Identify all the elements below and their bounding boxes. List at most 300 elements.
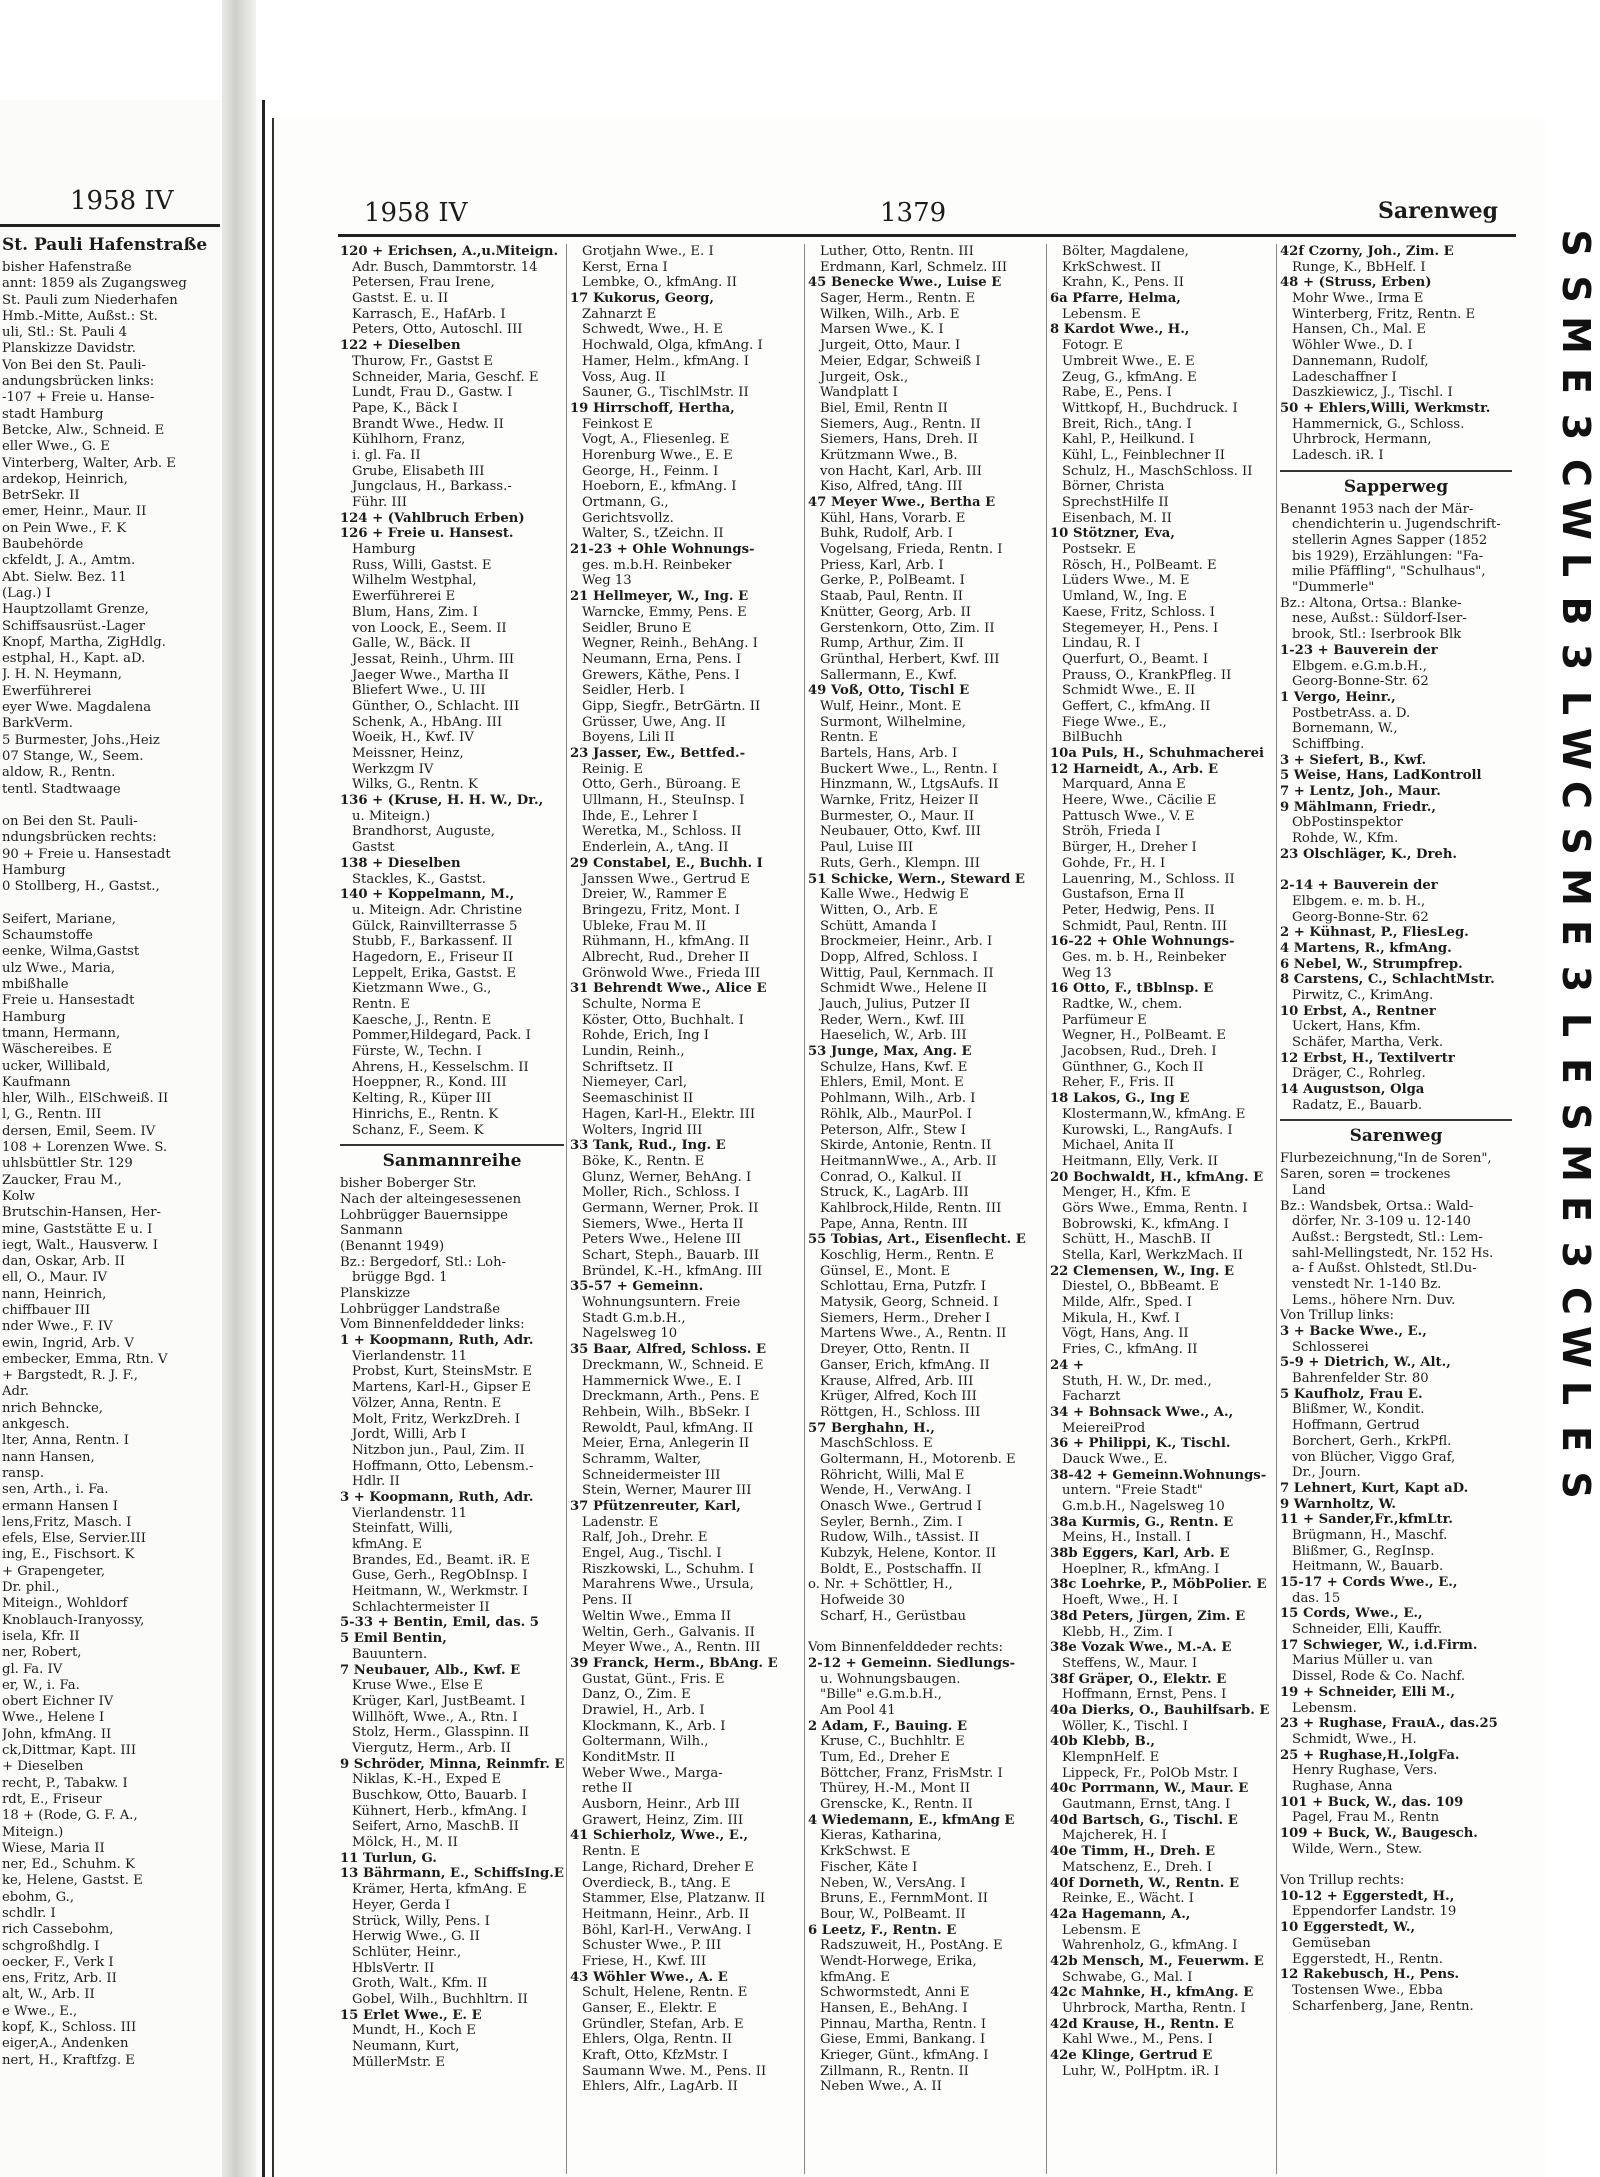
- entry-line: Rohde, W., Kfm.: [1292, 831, 1399, 847]
- entry-line: 21 Hellmeyer, W., Ing. E: [570, 589, 749, 605]
- entry-line: Kurowski, L., RangAufs. I: [1062, 1122, 1233, 1138]
- left-street-title: St. Pauli Hafenstraße: [2, 235, 208, 255]
- entry-line: Planskizze: [340, 1286, 411, 1301]
- entry-line: J. H. N. Heymann,: [2, 667, 122, 683]
- entry-line: Fotogr. E: [1062, 338, 1123, 354]
- entry-line: Georg-Bonne-Str. 62: [1292, 909, 1429, 925]
- entry-line: Schmidt Wwe., E. II: [1062, 683, 1196, 699]
- entry-line: Peters Wwe., Helene III: [582, 1232, 742, 1248]
- entry-line: ner, Robert,: [2, 1645, 82, 1661]
- entry-line: Völzer, Anna, Rentn. E: [352, 1395, 502, 1411]
- entry-line: Horenburg Wwe., E. E: [582, 447, 733, 463]
- entry-line: efels, Else, Servier.III: [2, 1531, 146, 1547]
- entry-line: brook, Stl.: Iserbrook Blk: [1292, 627, 1462, 643]
- entry-line: Seidler, Herb. I: [582, 683, 685, 699]
- entry-line: Wäschereibes. E: [2, 1042, 113, 1058]
- entry-line: 13 Bährmann, E., SchiffsIng.E: [340, 1866, 564, 1882]
- entry-line: Wahrenholz, G., kfmAng. I: [1062, 1938, 1238, 1954]
- entry-line: Vierlandenstr. 11: [352, 1348, 468, 1364]
- entry-line: mbißhalle: [2, 977, 69, 993]
- entry-line: Kühlhorn, Franz,: [352, 432, 466, 448]
- entry-line: eiger,A., Andenken: [2, 2036, 129, 2052]
- entry-line: Postsekr. E: [1062, 542, 1136, 558]
- entry-line: Reder, Wern., Kwf. III: [820, 1012, 965, 1028]
- entry-line: Schanz, F., Seem. K: [352, 1122, 484, 1138]
- entry-line: Adr.: [2, 1384, 30, 1400]
- entry-line: Miteign.): [2, 1824, 64, 1840]
- entry-line: Eppendorfer Landstr. 19: [1292, 1904, 1457, 1920]
- entry-line: Dräger, C., Rohrleg.: [1292, 1066, 1426, 1082]
- entry-line: Goltermann, H., Motorenb. E: [820, 1451, 1016, 1467]
- entry-line: oecker, F., Verk I: [2, 1954, 114, 1970]
- entry-line: Neubauer, Otto, Kwf. III: [820, 824, 981, 840]
- entry-line: Vogelsang, Frieda, Rentn. I: [820, 542, 1003, 558]
- entry-line: Peterson, Alfr., Stew I: [820, 1122, 966, 1138]
- entry-line: Reinke, E., Wächt. I: [1062, 1891, 1194, 1907]
- entry-line: Elbgem. e. m. b. H.,: [1292, 893, 1426, 909]
- entry-line: bis 1929), Erzählungen: "Fa-: [1292, 548, 1484, 564]
- entry-line: Conrad, O., Kalkul. II: [820, 1169, 962, 1185]
- entry-line: Tostensen Wwe., Ebba: [1292, 1982, 1443, 1998]
- entry-line: Weretka, M., Schloss. II: [582, 824, 742, 840]
- entry-line: 16-22 + Ohle Wohnungs-: [1050, 934, 1235, 950]
- entry-line: Freie u. Hansestadt: [2, 993, 135, 1009]
- entry-line: Hoeppner, R., Kond. III: [352, 1075, 507, 1091]
- entry-line: Schulz, H., MaschSchloss. II: [1062, 463, 1253, 479]
- entry-line: Niklas, K.-H., Exped E: [352, 1772, 502, 1788]
- entry-line: Hoffmann, Otto, Lebensm.-: [352, 1458, 534, 1474]
- entry-line: 0 Stollberg, H., Gastst.,: [2, 879, 160, 895]
- entry-line: Stackles, K., Gastst.: [352, 871, 486, 887]
- entry-line: + Dieselben: [2, 1759, 84, 1775]
- edge-glyph: S: [1554, 275, 1598, 303]
- entry-line: Ehlers, Emil, Mont. E: [820, 1075, 964, 1091]
- entry-line: Wendt-Horwege, Erika,: [820, 1953, 977, 1969]
- entry-line: Pattusch Wwe., V. E: [1062, 808, 1195, 824]
- entry-line: Gerichtsvollz.: [582, 510, 674, 526]
- entry-line: Stegemeyer, H., Pens. I: [1062, 620, 1219, 636]
- entry-line: Karrasch, E., HafArb. I: [352, 306, 506, 322]
- entry-line: sahl-Mellingstedt, Nr. 152 Hs.: [1292, 1245, 1494, 1261]
- edge-glyph: C: [1554, 781, 1598, 809]
- entry-line: + Grapengeter,: [2, 1563, 106, 1579]
- entry-line: Görs Wwe., Emma, Rentn. I: [1062, 1200, 1248, 1216]
- entry-line: Albrecht, Rud., Dreher II: [582, 949, 750, 965]
- entry-line: Werkzgm IV: [352, 761, 434, 777]
- entry-line: Michael, Anita II: [1062, 1138, 1174, 1154]
- entry-line: Bartels, Hans, Arb. I: [820, 746, 958, 761]
- entry-line: Hamer, Helm., kfmAng. I: [582, 353, 749, 369]
- entry-line: Kaesche, J., Rentn. E: [352, 1012, 492, 1028]
- entry-line: KrkSchwst. E: [820, 1844, 911, 1860]
- entry-line: Lundt, Frau D., Gastw. I: [352, 385, 513, 401]
- entry-line: Stuth, H. W., Dr. med.,: [1062, 1373, 1212, 1389]
- entry-line: "Bille" e.G.m.b.H.,: [820, 1687, 942, 1703]
- entry-line: Hoeft, Wwe., H. I: [1062, 1593, 1179, 1609]
- entry-line: Siemers, Herm., Dreher I: [820, 1310, 991, 1326]
- entry-line: Schaumstoffe: [2, 928, 93, 944]
- entry-line: Kietzmann Wwe., G.,: [352, 981, 492, 997]
- entry-line: 23 Jasser, Ew., Bettfed.-: [570, 746, 746, 761]
- entry-line: 35-57 + Gemeinn.: [570, 1279, 704, 1295]
- entry-line: nann, Heinrich,: [2, 1286, 107, 1302]
- entry-line: 24 +: [1050, 1357, 1084, 1373]
- entry-line: [2, 896, 218, 912]
- entry-line: chiffbauer III: [2, 1303, 91, 1318]
- entry-line: Jordt, Willi, Arb I: [352, 1427, 466, 1443]
- entry-line: untern. "Freie Stadt": [1062, 1483, 1203, 1499]
- entry-line: 7 Neubauer, Alb., Kwf. E: [340, 1662, 521, 1678]
- entry-line: Krüger, Alfred, Koch III: [820, 1389, 977, 1405]
- entry-line: nann Hansen,: [2, 1449, 95, 1465]
- entry-line: Uckert, Hans, Kfm.: [1292, 1019, 1421, 1035]
- entry-line: ndungsbrücken rechts:: [2, 830, 157, 846]
- entry-line: u. Wohnungsbaugen.: [820, 1671, 961, 1687]
- entry-line: Engel, Aug., Tischl. I: [582, 1546, 722, 1562]
- entry-line: Dreckmann, Arth., Pens. E: [582, 1389, 760, 1405]
- entry-line: Knoblauch-Iranyossy,: [2, 1612, 145, 1628]
- entry-line: Köster, Otto, Buchhalt. I: [582, 1012, 744, 1028]
- entry-line: 9 Mählmann, Friedr.,: [1280, 799, 1436, 815]
- entry-line: Koschlig, Herm., Rentn. E: [820, 1248, 995, 1263]
- entry-line: 38a Kurmis, G., Rentn. E: [1050, 1514, 1234, 1530]
- street-heading: Sarenweg: [1280, 1119, 1512, 1151]
- entry-line: 42a Hagemann, A.,: [1050, 1906, 1191, 1922]
- entry-line: PostbetrAss. a. D.: [1292, 705, 1411, 721]
- entry-line: Land: [1292, 1182, 1326, 1198]
- entry-line: G.m.b.H., Nagelsweg 10: [1062, 1499, 1225, 1514]
- entry-line: Vogt, A., Fliesenleg. E: [582, 432, 730, 448]
- entry-line: Schart, Steph., Bauarb. III: [582, 1248, 760, 1263]
- entry-line: Bornemann, W.,: [1292, 721, 1398, 737]
- edge-glyph: 3: [1554, 413, 1598, 441]
- entry-line: Jessat, Reinh., Uhrm. III: [352, 651, 515, 667]
- entry-line: 7 + Lentz, Joh., Maur.: [1280, 784, 1441, 799]
- entry-line: mine, Gaststätte E u. I: [2, 1221, 153, 1237]
- entry-line: sen, Arth., i. Fa.: [2, 1482, 109, 1498]
- entry-line: Priess, Karl, Arb. I: [820, 557, 944, 573]
- entry-line: Haeselich, W., Arb. III: [820, 1028, 967, 1044]
- entry-line: Brandes, Ed., Beamt. iR. E: [352, 1552, 531, 1568]
- entry-line: 122 + Dieselben: [340, 338, 461, 354]
- entry-line: Daszkiewicz, J., Tischl. I: [1292, 385, 1453, 401]
- entry-line: Von Bei den St. Pauli-: [2, 357, 147, 373]
- entry-line: Heyer, Gerda I: [352, 1897, 451, 1913]
- entry-line: Ausborn, Heinr., Arb III: [582, 1797, 740, 1813]
- entry-line: Bauuntern.: [352, 1646, 428, 1662]
- entry-line: 35 Baar, Alfred, Schloss. E: [570, 1342, 767, 1358]
- entry-line: Ahrens, H., Kesselschm. II: [352, 1059, 529, 1075]
- book-gutter: [222, 0, 256, 2177]
- entry-line: 11 + Sander,Fr.,kfmLtr.: [1280, 1512, 1453, 1528]
- entry-line: a- f Außst. Ohlstedt, Stl.Du-: [1292, 1261, 1477, 1277]
- entry-line: Brandhorst, Auguste,: [352, 824, 495, 840]
- entry-line: Schenk, A., HbAng. III: [352, 714, 503, 730]
- entry-line: Eisenbach, M. II: [1062, 510, 1172, 526]
- entry-line: 5 Weise, Hans, LadKontroll: [1280, 768, 1482, 784]
- entry-line: Lebensm. E: [1062, 306, 1141, 322]
- entry-line: Lindau, R. I: [1062, 636, 1141, 652]
- entry-line: Wöller, K., Tischl. I: [1062, 1718, 1188, 1734]
- entry-line: -107 + Freie u. Hanse-: [2, 390, 155, 406]
- entry-line: Lems., höhere Nrn. Duv.: [1292, 1292, 1456, 1308]
- entry-line: 33 Tank, Rud., Ing. E: [570, 1138, 726, 1154]
- entry-line: Hagedorn, E., Friseur II: [352, 949, 514, 965]
- entry-line: Drawiel, H., Arb. I: [582, 1702, 705, 1718]
- entry-line: 38d Peters, Jürgen, Zim. E: [1050, 1608, 1246, 1624]
- entry-line: Georg-Bonne-Str. 62: [1292, 674, 1429, 690]
- entry-line: 5-33 + Bentin, Emil, das. 5: [340, 1615, 539, 1631]
- entry-line: 49 Voß, Otto, Tischl E: [808, 683, 970, 699]
- entry-line: Fürste, W., Techn. I: [352, 1044, 482, 1060]
- entry-line: 19 Hirrschoff, Hertha,: [570, 400, 735, 416]
- edge-glyph: W: [1554, 1326, 1598, 1368]
- entry-line: 10 Stötzner, Eva,: [1050, 526, 1175, 542]
- entry-line: Zahnarzt E: [582, 306, 657, 322]
- entry-line: Luhr, W., PolHptm. iR. I: [1062, 2063, 1220, 2079]
- main-header-right: Sarenweg: [1378, 198, 1499, 224]
- entry-line: Ihde, E., Lehrer I: [582, 808, 698, 824]
- entry-line: 40b Klebb, B.,: [1050, 1734, 1155, 1750]
- entry-line: Steffens, W., Maur. I: [1062, 1655, 1198, 1671]
- entry-line: dersen, Emil, Seem. IV: [2, 1123, 156, 1139]
- entry-line: Bründel, K.-H., kfmAng. III: [582, 1263, 763, 1279]
- entry-line: 31 Behrendt Wwe., Alice E: [570, 981, 767, 997]
- entry-line: Dr. phil.,: [2, 1580, 60, 1596]
- edge-glyph: W: [1554, 498, 1598, 540]
- entry-line: Peters, Otto, Autoschl. III: [352, 322, 523, 338]
- entry-line: Heitmann, W., Werkmstr. I: [352, 1584, 528, 1600]
- entry-line: + Bargstedt, R. J. F.,: [2, 1368, 138, 1384]
- entry-line: Wiese, Maria II: [2, 1840, 105, 1856]
- entry-line: Schuster Wwe., P. III: [582, 1938, 722, 1954]
- entry-line: Röhlk, Alb., MaurPol. I: [820, 1106, 972, 1122]
- entry-line: on Pein Wwe., F. K: [2, 520, 127, 536]
- entry-line: 126 + Freie u. Hansest.: [340, 526, 514, 542]
- entry-line: Surmont, Wilhelmine,: [820, 714, 966, 730]
- entry-line: Adr. Busch, Dammtorstr. 14: [352, 259, 538, 275]
- entry-line: isela, Kfr. II: [2, 1628, 80, 1644]
- listing-column-2: [570, 244, 802, 2095]
- entry-line: 20 Bochwaldt, H., kfmAng. E: [1050, 1169, 1264, 1185]
- entry-line: Seifert, Mariane,: [2, 911, 116, 927]
- entry-line: Dopp, Alfred, Schloss. I: [820, 949, 978, 965]
- entry-line: Meissner, Heinz,: [352, 746, 464, 761]
- entry-line: er, W., i. Fa.: [2, 1677, 80, 1693]
- entry-line: Mohr Wwe., Irma E: [1292, 291, 1424, 307]
- entry-line: Henry Rughase, Vers.: [1292, 1763, 1438, 1779]
- entry-line: Ehlers, Olga, Rentn. II: [582, 2032, 733, 2048]
- entry-line: dan, Oskar, Arb. II: [2, 1254, 125, 1270]
- edge-glyph: 3: [1554, 1241, 1598, 1269]
- entry-line: 40d Bartsch, G., Tischl. E: [1050, 1812, 1238, 1828]
- entry-line: eyer Wwe. Magdalena: [2, 700, 152, 716]
- entry-line: ens, Fritz, Arb. II: [2, 1971, 117, 1987]
- entry-line: Kühl, L., Feinblechner II: [1062, 447, 1225, 463]
- entry-line: Stolz, Herm., Glasspinn. II: [352, 1725, 530, 1741]
- adjacent-page-edge: [1552, 220, 1600, 1820]
- entry-line: Dreier, W., Rammer E: [582, 887, 727, 903]
- entry-line: Warnke, Fritz, Heizer II: [820, 793, 979, 809]
- entry-line: 10-12 + Eggerstedt, H.,: [1280, 1888, 1455, 1904]
- entry-line: 101 + Buck, W., das. 109: [1280, 1794, 1464, 1810]
- entry-line: 40a Dierks, O., Bauhilfsarb. E: [1050, 1702, 1270, 1718]
- entry-line: Hmb.-Mitte, Außst.: St.: [2, 308, 158, 324]
- entry-line: 1-23 + Bauverein der: [1280, 642, 1438, 658]
- entry-line: Krämer, Herta, kfmAng. E: [352, 1882, 527, 1898]
- entry-line: Rudow, Wilh., tAssist. II: [820, 1530, 980, 1546]
- entry-line: Klebb, H., Zim. I: [1062, 1624, 1173, 1640]
- entry-line: Kolw: [2, 1188, 35, 1204]
- entry-line: 53 Junge, Max, Ang. E: [808, 1044, 972, 1060]
- entry-line: Hochwald, Olga, kfmAng. I: [582, 338, 763, 354]
- edge-glyph: L: [1554, 690, 1598, 716]
- entry-line: Rühmann, H., kfmAng. II: [582, 934, 750, 950]
- column-divider: [1046, 244, 1047, 2174]
- entry-line: Bölter, Magdalene,: [1062, 244, 1189, 259]
- entry-line: Martens Wwe., A., Rentn. II: [820, 1326, 1007, 1342]
- entry-line: l, G., Rentn. III: [2, 1107, 102, 1123]
- entry-line: 10 Eggerstedt, W.,: [1280, 1920, 1416, 1936]
- column-divider: [1276, 244, 1277, 2174]
- entry-line: Moller, Rich., Schloss. I: [582, 1185, 740, 1201]
- entry-line: 50 + Ehlers,Willi, Werkmstr.: [1280, 400, 1491, 416]
- entry-line: Radszuweit, H., PostAng. E: [820, 1938, 1003, 1954]
- entry-line: Gipp, Siegfr., BetrGärtn. II: [582, 698, 761, 714]
- entry-line: 42e Klinge, Gertrud E: [1050, 2048, 1213, 2064]
- entry-line: 45 Benecke Wwe., Luise E: [808, 275, 1002, 291]
- entry-line: Schlottau, Erna, Putzfr. I: [820, 1279, 987, 1295]
- entry-line: Parfümeur E: [1062, 1012, 1147, 1028]
- entry-line: Betcke, Alw., Schneid. E: [2, 422, 165, 438]
- entry-line: Schriftsetz. II: [582, 1059, 674, 1075]
- entry-line: Zeug, G., kfmAng. E: [1062, 369, 1197, 385]
- entry-line: Neben Wwe., A. II: [820, 2079, 942, 2095]
- entry-line: Wilde, Wern., Stew.: [1292, 1841, 1423, 1857]
- entry-line: Saumann Wwe. M., Pens. II: [582, 2063, 767, 2079]
- entry-line: Mikula, H., Kwf. I: [1062, 1310, 1180, 1326]
- entry-line: bisher Hafenstraße: [2, 260, 132, 275]
- entry-line: Grünthal, Herbert, Kwf. III: [820, 651, 1000, 667]
- entry-line: Fiege Wwe., E.,: [1062, 714, 1167, 730]
- entry-line: 18 Lakos, G., Ing E: [1050, 1091, 1190, 1107]
- entry-line: 90 + Freie u. Hansestadt: [2, 846, 171, 862]
- entry-line: Außst.: Bergstedt, Stl.: Lem-: [1292, 1229, 1483, 1245]
- entry-line: Wittig, Paul, Kernmach. II: [820, 965, 994, 981]
- entry-line: 15 Cords, Wwe., E.,: [1280, 1606, 1423, 1622]
- entry-line: 23 + Rughase, FrauA., das.25: [1280, 1716, 1498, 1732]
- entry-line: KrkSchwest. II: [1062, 259, 1162, 275]
- entry-line: tentl. Stadtwaage: [2, 781, 121, 797]
- entry-line: Heitmann, Elly, Verk. II: [1062, 1153, 1218, 1169]
- entry-line: Probst, Kurt, SteinsMstr. E: [352, 1364, 533, 1380]
- entry-line: "Dummerle": [1292, 580, 1375, 596]
- entry-line: Hagen, Karl-H., Elektr. III: [582, 1106, 756, 1122]
- entry-line: HeitmannWwe., A., Arb. II: [820, 1153, 997, 1169]
- entry-line: Kraft, Otto, KfzMstr. I: [582, 2048, 729, 2064]
- entry-line: lens,Fritz, Masch. I: [2, 1514, 132, 1530]
- entry-line: Bürger, H., Dreher I: [1062, 840, 1197, 856]
- entry-line: Marius Müller u. van: [1292, 1653, 1433, 1669]
- entry-line: Lohbrügger Bauernsippe: [340, 1207, 508, 1223]
- entry-line: 8 Kardot Wwe., H.,: [1050, 322, 1190, 338]
- street-heading: Sapperweg: [1280, 470, 1512, 502]
- entry-line: Gustat, Günt., Fris. E: [582, 1671, 725, 1687]
- entry-line: Siemers, Wwe., Herta II: [582, 1216, 744, 1232]
- entry-line: Gautmann, Ernst, tAng. I: [1062, 1797, 1231, 1813]
- entry-line: Runge, K., BbHelf. I: [1292, 259, 1426, 275]
- entry-line: Erdmann, Karl, Schmelz. III: [820, 259, 1008, 275]
- entry-line: Rabe, E., Pens. I: [1062, 385, 1172, 401]
- entry-line: Gemüseban: [1292, 1935, 1371, 1951]
- entry-line: 3 + Siefert, B., Kwf.: [1280, 752, 1427, 768]
- listing-column-4: [1050, 244, 1274, 2079]
- entry-line: Schütt, Amanda I: [820, 918, 937, 934]
- entry-line: Siemers, Aug., Rentn. II: [820, 416, 981, 432]
- entry-line: eller Wwe., G. E: [2, 439, 110, 455]
- entry-line: Schiffbing.: [1292, 736, 1365, 752]
- column-divider: [566, 244, 567, 2174]
- entry-line: Gustafson, Erna II: [1062, 887, 1185, 903]
- entry-line: Wandplatt I: [820, 385, 898, 401]
- entry-line: 6a Pfarre, Helma,: [1050, 291, 1181, 307]
- entry-line: Vinterberg, Walter, Arb. E: [2, 455, 176, 471]
- entry-line: Schulte, Norma E: [582, 997, 702, 1012]
- entry-line: Krieger, Günt., kfmAng. I: [820, 2048, 989, 2064]
- entry-line: Lembke, O., kfmAng. II: [582, 275, 737, 291]
- entry-line: Ladenstr. E: [582, 1514, 659, 1530]
- entry-line: 34 + Bohnsack Wwe., A.,: [1050, 1404, 1234, 1420]
- entry-line: Gerstenkorn, Otto, Zim. II: [820, 620, 995, 636]
- entry-line: ObPostinspektor: [1292, 815, 1403, 831]
- entry-line: 4 Wiedemann, E., kfmAng E: [808, 1812, 1015, 1828]
- entry-line: Nitzbon jun., Paul, Zim. II: [352, 1442, 525, 1458]
- entry-line: Steinfatt, Willi,: [352, 1521, 453, 1537]
- entry-line: Wulf, Heinr., Mont. E: [820, 698, 962, 714]
- entry-line: 47 Meyer Wwe., Bertha E: [808, 495, 996, 510]
- entry-line: nrich Behncke,: [2, 1400, 103, 1416]
- entry-line: Rehbein, Wilh., BbSekr. I: [582, 1404, 750, 1420]
- entry-line: Hdlr. II: [352, 1474, 400, 1490]
- entry-line: 19 + Schneider, Elli M.,: [1280, 1684, 1455, 1700]
- entry-line: Schmidt, Wwe., H.: [1292, 1731, 1417, 1747]
- entry-line: emer, Heinr., Maur. II: [2, 504, 147, 520]
- entry-line: Krahn, K., Pens. II: [1062, 275, 1184, 291]
- entry-line: Eggerstedt, H., Rentn.: [1292, 1951, 1443, 1967]
- entry-line: Petersen, Frau Irene,: [352, 275, 495, 291]
- entry-line: Wegner, Reinh., BehAng. I: [582, 636, 758, 652]
- entry-line: Pinnau, Martha, Rentn. I: [820, 2016, 987, 2032]
- entry-line: Meier, Erna, Anlegerin II: [582, 1436, 750, 1452]
- entry-line: nert, H., Kraftfzg. E: [2, 2052, 135, 2068]
- entry-line: Stubb, F., Barkassenf. II: [352, 934, 513, 950]
- entry-line: Blum, Hans, Zim. I: [352, 604, 478, 620]
- entry-line: Ubleke, Frau M. II: [582, 918, 707, 934]
- entry-line: Hauptzollamt Grenze,: [2, 602, 149, 618]
- entry-line: Strück, Willy, Pens. I: [352, 1913, 490, 1929]
- entry-line: Umbreit Wwe., E. E: [1062, 353, 1195, 369]
- entry-line: Schneider, Maria, Geschf. E: [352, 369, 539, 385]
- entry-line: Weg 13: [1062, 965, 1112, 981]
- entry-line: Planskizze Davidstr.: [2, 341, 136, 357]
- entry-line: Luther, Otto, Rentn. III: [820, 244, 974, 259]
- entry-line: Buckert Wwe., L., Rentn. I: [820, 761, 998, 777]
- entry-line: schgroßhdlg. I: [2, 1938, 100, 1954]
- entry-line: ckfeldt, J. A., Amtm.: [2, 553, 136, 569]
- entry-line: Kühl, Hans, Vorarb. E: [820, 510, 966, 526]
- entry-line: Ströh, Frieda I: [1062, 824, 1161, 840]
- listing-column-3: [808, 244, 1044, 2095]
